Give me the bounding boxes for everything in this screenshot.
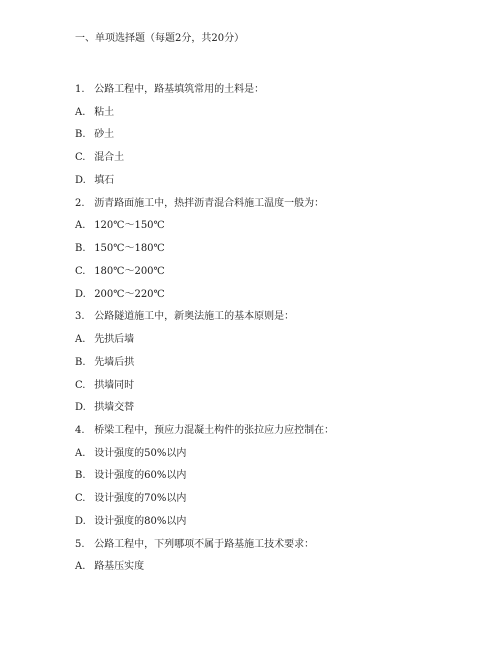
question-text: 公路隧道施工中，新奥法施工的基本原则是： (94, 311, 295, 322)
question-1-option-c (75, 151, 124, 165)
option-text: 设计强度的80%以内 (94, 516, 187, 527)
question-5 (75, 538, 314, 552)
question-5-option-a (75, 560, 144, 574)
option-text: 180℃～200℃ (94, 266, 165, 277)
option-text: 混合土 (94, 152, 125, 163)
option-text: 填石 (94, 175, 115, 186)
option-text: 路基压实度 (94, 561, 145, 572)
question-3-option-d (75, 401, 134, 415)
option-letter: D. (75, 402, 86, 413)
option-letter: B. (75, 470, 86, 481)
option-letter: D. (75, 516, 86, 527)
question-number: 4. (75, 425, 85, 436)
option-letter: C. (75, 380, 86, 391)
question-4-option-a (75, 447, 186, 461)
option-text: 拱墙同时 (94, 380, 135, 391)
question-4-option-b (75, 469, 186, 483)
question-number: 3. (75, 311, 85, 322)
question-text: 公路工程中，路基填筑常用的土料是： (94, 84, 265, 95)
option-text: 设计强度的70%以内 (94, 493, 187, 504)
question-2-option-b (75, 242, 165, 256)
option-text: 先拱后墙 (94, 334, 135, 345)
option-letter: A. (75, 448, 86, 459)
question-text: 沥青路面施工中，热拌沥青混合料施工温度一般为： (94, 198, 325, 209)
option-text: 120℃～150℃ (94, 220, 165, 231)
question-2-option-c (75, 265, 165, 279)
option-letter: C. (75, 152, 86, 163)
option-letter: A. (75, 107, 86, 118)
question-3-option-a (75, 333, 134, 347)
option-letter: A. (75, 220, 86, 231)
option-text: 先墙后拱 (94, 357, 135, 368)
option-text: 设计强度的60%以内 (94, 470, 187, 481)
option-letter: D. (75, 289, 86, 300)
question-1 (75, 83, 264, 97)
question-2-option-d (75, 288, 165, 302)
question-text: 公路工程中，下列哪项不属于路基施工技术要求： (94, 539, 315, 550)
question-1-option-d (75, 174, 114, 188)
option-letter: D. (75, 175, 86, 186)
question-text: 桥梁工程中，预应力混凝土构件的张拉应力应控制在： (94, 425, 335, 436)
option-text: 设计强度的50%以内 (94, 448, 187, 459)
question-3 (75, 310, 294, 324)
option-letter: A. (75, 561, 86, 572)
option-letter: B. (75, 357, 86, 368)
option-letter: C. (75, 266, 86, 277)
option-text: 砂土 (94, 129, 115, 140)
question-1-option-b (75, 128, 114, 142)
option-text: 粘土 (94, 107, 115, 118)
question-1-option-a (75, 106, 114, 120)
question-4-option-c (75, 492, 186, 506)
option-text: 200℃～220℃ (94, 289, 165, 300)
question-number: 2. (75, 198, 85, 209)
option-text: 拱墙交替 (94, 402, 135, 413)
option-letter: B. (75, 129, 86, 140)
question-4 (75, 424, 334, 438)
section-heading: 一、单项选择题（每题2分，共20分） (75, 33, 245, 44)
question-4-option-d (75, 515, 186, 529)
question-3-option-c (75, 379, 134, 393)
question-number: 1. (75, 84, 85, 95)
question-2 (75, 197, 324, 211)
option-letter: B. (75, 243, 86, 254)
question-3-option-b (75, 356, 134, 370)
option-text: 150℃～180℃ (94, 243, 165, 254)
question-number: 5. (75, 539, 85, 550)
question-2-option-a (75, 219, 165, 233)
option-letter: A. (75, 334, 86, 345)
option-letter: C. (75, 493, 86, 504)
